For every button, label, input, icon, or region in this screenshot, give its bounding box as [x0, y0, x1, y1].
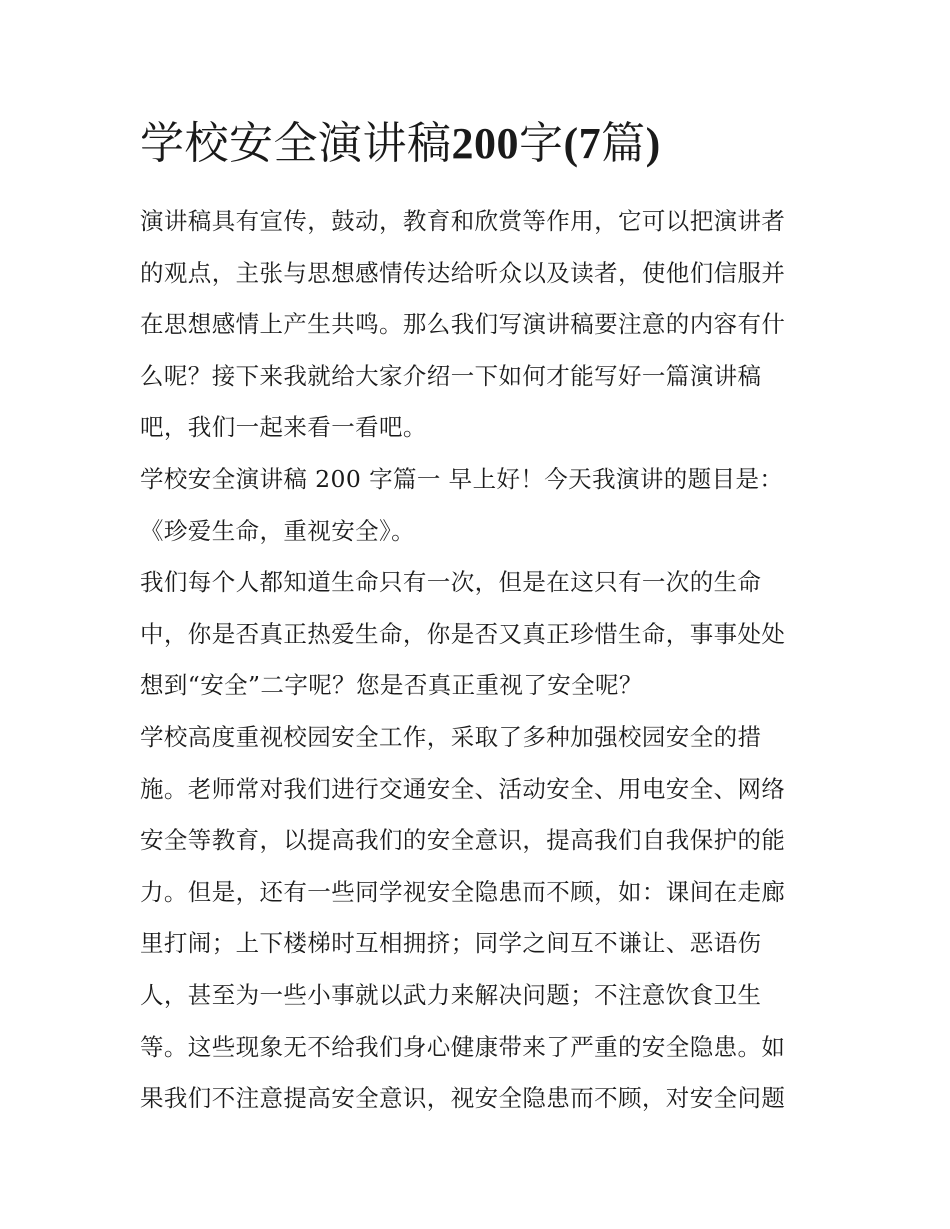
document-title [140, 112, 661, 176]
text-line: 的观点，主张与思想感情传达给听众以及读者，使他们信服并 [140, 258, 786, 287]
text-line: 学校高度重视校园安全工作，采取了多种加强校园安全的措 [140, 722, 762, 751]
text-line: 果我们不注意提高安全意识，视安全隐患而不顾，对安全问题 [140, 1084, 786, 1113]
text-line: 我们每个人都知道生命只有一次，但是在这只有一次的生命 [140, 568, 762, 597]
text-line: 等。这些现象无不给我们身心健康带来了严重的安全隐患。如 [140, 1032, 786, 1061]
text-line: 力。但是，还有一些同学视安全隐患而不顾，如：课间在走廊 [140, 877, 786, 906]
title-count-close: ) [645, 119, 661, 168]
title-number: 200 [451, 119, 519, 168]
text-line: 么呢？接下来我就给大家介绍一下如何才能写好一篇演讲稿 [140, 361, 762, 390]
document-body [140, 196, 816, 1125]
text-line: 学校安全演讲稿 200 字篇一 早上好！今天我演讲的题目是： [140, 464, 784, 493]
text-line: 中，你是否真正热爱生命，你是否又真正珍惜生命，事事处处 [140, 619, 786, 648]
title-text-1: 学校安全演讲稿 [140, 118, 452, 169]
title-count-open: (7 [563, 119, 602, 168]
title-text-2: 字 [519, 118, 564, 169]
text-line: 里打闹；上下楼梯时互相拥挤；同学之间互不谦让、恶语伤 [140, 929, 762, 958]
text-line: 安全等教育，以提高我们的安全意识，提高我们自我保护的能 [140, 826, 786, 855]
text-line: 想到“安全”二字呢？您是否真正重视了安全呢？ [140, 671, 643, 700]
text-line: 施。老师常对我们进行交通安全、活动安全、用电安全、网络 [140, 774, 786, 803]
text-line: 人，甚至为一些小事就以武力来解决问题；不注意饮食卫生 [140, 980, 762, 1009]
text-line: 在思想感情上产生共鸣。那么我们写演讲稿要注意的内容有什 [140, 310, 786, 339]
text-line: 演讲稿具有宣传，鼓动，教育和欣赏等作用，它可以把演讲者 [140, 207, 786, 235]
text-line: 《珍爱生命，重视安全》。 [140, 516, 416, 545]
text-line: 吧，我们一起来看一看吧。 [140, 413, 427, 442]
title-text-3: 篇 [601, 118, 646, 169]
